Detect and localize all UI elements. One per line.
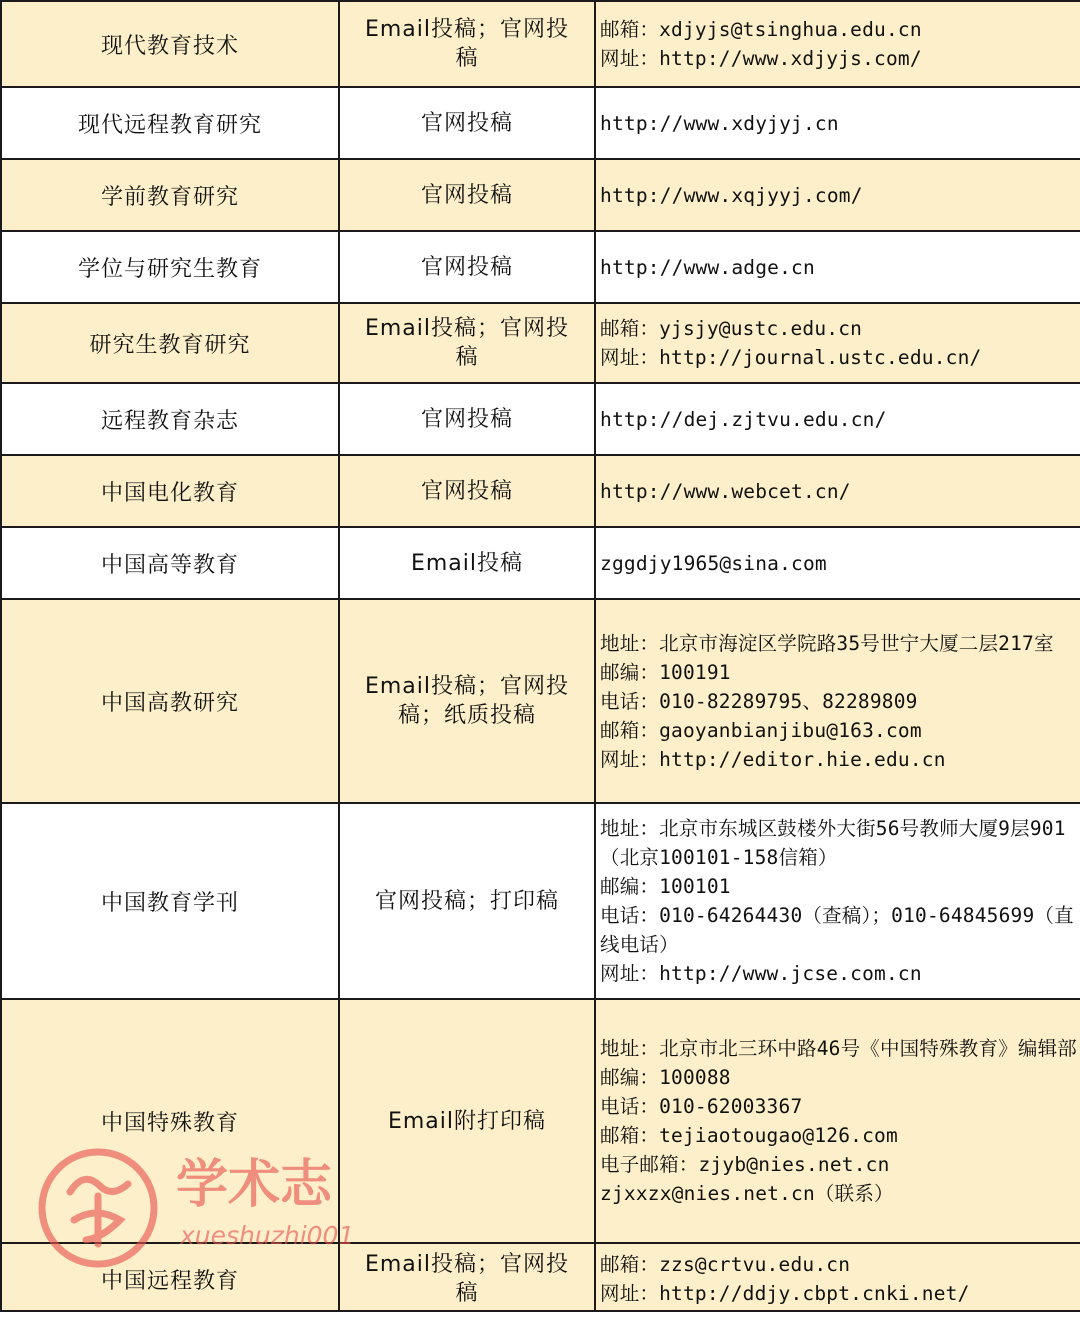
contact-line: http://dej.zjtvu.edu.cn/ <box>600 407 887 431</box>
watermark-account: xueshuzhi001 <box>180 1221 355 1250</box>
contact-info <box>595 1243 1080 1315</box>
contact-line: zggdjy1965@sina.com <box>600 551 827 575</box>
journal-name: 中国教育学刊 <box>1 803 339 999</box>
contact-line: http://www.webcet.cn/ <box>600 479 851 503</box>
journal-name: 学位与研究生教育 <box>1 231 339 303</box>
contact-line: 邮编：100088 <box>600 1066 731 1089</box>
submission-method: Email投稿；官网投稿 <box>339 1 595 87</box>
contact-line: zjxxzx@nies.net.cn（联系） <box>600 1182 894 1205</box>
submission-method: 官网投稿 <box>339 231 595 303</box>
submission-method: Email投稿；官网投稿；纸质投稿 <box>339 599 595 803</box>
table-row <box>1 599 1080 803</box>
contact-line: 邮箱：tejiaotougao@126.com <box>600 1124 898 1147</box>
contact-line: 网址：http://www.xdjyjs.com/ <box>600 47 922 70</box>
submission-method: 官网投稿 <box>339 383 595 455</box>
table-row <box>1 803 1080 999</box>
contact-line: http://www.adge.cn <box>600 255 815 279</box>
contact-info <box>595 1 1080 87</box>
table-row <box>1 303 1080 383</box>
table-row <box>1 1243 1080 1315</box>
table-row <box>1 231 1080 303</box>
table-row <box>1 999 1080 1243</box>
table-row <box>1 455 1080 527</box>
contact-info <box>595 527 1080 599</box>
contact-info <box>595 455 1080 527</box>
journal-name: 中国高教研究 <box>1 599 339 803</box>
submission-method: 官网投稿；打印稿 <box>339 803 595 999</box>
submission-method: 官网投稿 <box>339 87 595 159</box>
contact-info <box>595 599 1080 803</box>
contact-info <box>595 383 1080 455</box>
contact-line: http://www.xqjyyj.com/ <box>600 183 863 207</box>
table-row <box>1 383 1080 455</box>
contact-line: 电子邮箱：zjyb@nies.net.cn <box>600 1153 890 1176</box>
submission-method: Email附打印稿 <box>339 999 595 1243</box>
contact-line: 电话：010-64264430（查稿）；010-64845699（直线电话） <box>600 904 1074 956</box>
contact-line: 网址：http://editor.hie.edu.cn <box>600 747 946 771</box>
contact-info <box>595 231 1080 303</box>
contact-line: 电话：010-82289795、82289809 <box>600 689 918 713</box>
table-row <box>1 159 1080 231</box>
journal-name: 现代远程教育研究 <box>1 87 339 159</box>
submission-method: Email投稿；官网投稿 <box>339 1243 595 1315</box>
contact-line: 邮编：100101 <box>600 875 731 898</box>
journal-name: 远程教育杂志 <box>1 383 339 455</box>
contact-line: 邮箱：xdjyjs@tsinghua.edu.cn <box>600 18 922 41</box>
table-row <box>1 87 1080 159</box>
contact-info <box>595 303 1080 383</box>
table-row <box>1 527 1080 599</box>
journal-name: 中国电化教育 <box>1 455 339 527</box>
journal-name: 中国高等教育 <box>1 527 339 599</box>
submission-method: 官网投稿 <box>339 455 595 527</box>
contact-line: 网址：http://journal.ustc.edu.cn/ <box>600 346 982 369</box>
journal-name: 中国远程教育 <box>1 1243 339 1315</box>
contact-line: 网址：http://www.jcse.com.cn <box>600 962 922 985</box>
contact-info <box>595 87 1080 159</box>
submission-method: Email投稿 <box>339 527 595 599</box>
contact-line: 邮箱：gaoyanbianjibu@163.com <box>600 718 922 742</box>
journal-name: 现代教育技术 <box>1 1 339 87</box>
contact-line: 地址：北京市海淀区学院路35号世宁大厦二层217室 <box>600 631 1054 655</box>
journal-name: 学前教育研究 <box>1 159 339 231</box>
contact-line: 地址：北京市东城区鼓楼外大街56号教师大厦9层901（北京100101-158信箱） <box>600 817 1066 869</box>
contact-info <box>595 159 1080 231</box>
table-row <box>1 1 1080 87</box>
contact-line: 电话：010-62003367 <box>600 1095 803 1118</box>
contact-line: http://www.xdyjyj.cn <box>600 111 839 135</box>
submission-method: Email投稿；官网投稿 <box>339 303 595 383</box>
submission-method: 官网投稿 <box>339 159 595 231</box>
watermark-title: 学术志 <box>176 1155 333 1215</box>
contact-line: 邮编：100191 <box>600 660 731 684</box>
contact-line: 邮箱：zzs@crtvu.edu.cn <box>600 1253 851 1276</box>
contact-line: 网址：http://ddjy.cbpt.cnki.net/ <box>600 1282 970 1305</box>
contact-line: 邮箱：yjsjy@ustc.edu.cn <box>600 317 863 340</box>
journal-name: 研究生教育研究 <box>1 303 339 383</box>
contact-info <box>595 803 1080 999</box>
contact-info <box>595 999 1080 1243</box>
journal-name: 中国特殊教育 <box>1 999 339 1243</box>
contact-line: 地址：北京市北三环中路46号《中国特殊教育》编辑部 <box>600 1037 1077 1060</box>
